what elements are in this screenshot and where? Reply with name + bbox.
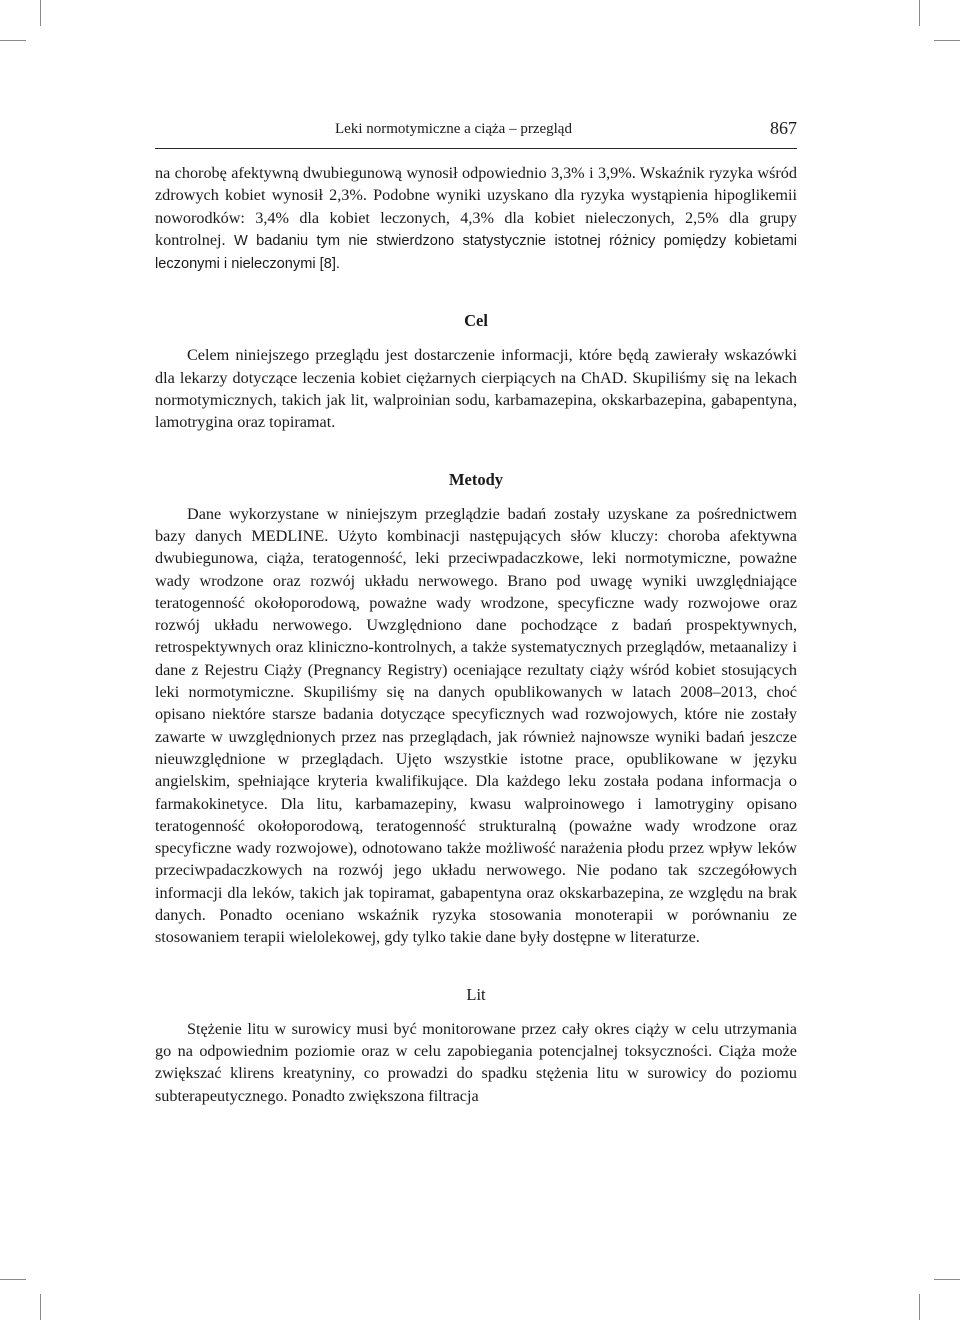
section-paragraph-metody: Dane wykorzystane w niniejszym przeglądzie badań zostały uzyskane za pośrednictwem bazy danych MEDLINE. Użyto kombinacji następujących słów kluczy: choroba afektywna dwubiegunowa, ciąża, teratogenność, leki przeciwpadaczkowe, leki normotymiczne, poważne wady wrodzone oraz rozwój układu nerwowego. Brano pod uwagę wyniki uwzględniające teratogenność okołoporodową, poważne wady wrodzone, specyficzne wady rozwojowe oraz rozwój układu nerwowego. Uwzględniono dane pochodzące z badań prospektywnych, retrospektywnych oraz kliniczno-kontrolnych, a także systematycznych przeglądów, metaanalizy i dane z Rejestru Ciąży (Pregnancy Registry) oceniające rezultaty ciąży wśród kobiet stosujących leki normotymiczne. Skupiliśmy się na danych opublikowanych w latach 2008–2013, choć opisano niektóre starsze badania dotyczące specyficznych wad rozwojowych, które nie zostały zawarte w uwzględnionych przez nas przeglądach, jak również najnowsze wyniki badań jeszcze nieuwzględnione w przeglądach. Ujęto wszystkie istotne prace, opublikowane w języku angielskim, spełniające kryteria kwalifikujące. Dla każdego leku została podana informacja o farmakokinetyce. Dla litu, karbamazepiny, kwasu walproinowego i lamotryginy opisano teratogenność okołoporodową, teratogenność strukturalną (poważne wady wrodzone oraz specyficzne wady rozwojowe), odnotowano także możliwość narażenia płodu przez wpływ leków przeciwpadaczkowych na rozwój jego układu nerwowego. Nie podano tak szczegółowych informacji dla leków, takich jak topiramat, gabapentyna oraz okskarbazepina, ze względu na brak danych. Ponadto oceniano wskaźnik ryzyka stosowania monoterapii w porównaniu ze stosowaniem terapii wielolekowej, gdy tylko takie dane były dostępne w literaturze. [155,504,797,947]
page-header [155,118,797,149]
page-number: 867 [770,118,797,138]
intro-text-b: W badaniu tym nie stwierdzono statystycznie istotnej różnicy pomiędzy kobietami leczonymi i nieleczonymi [8]. [155,232,798,273]
crop-mark-top-right-h [934,40,960,41]
crop-mark-top-left-h [0,40,26,41]
intro-paragraph [155,162,797,275]
crop-mark-bottom-right [919,1294,920,1320]
section-paragraph-cel: Celem niniejszego przeglądu jest dostarczenie informacji, które będą zawierały wskazówki dla lekarzy dotyczące leczenia kobiet ciężarnych cierpiących na ChAD. Skupiliśmy się na lekach normotymicznych, takich jak lit, walproinian sodu, karbamazepina, okskarbazepina, gabapentyna, lamotrygina oraz topiramat. [155,346,797,432]
section-paragraph-lit: Stężenie litu w surowicy musi być monitorowane przez cały okres ciąży w celu utrzymania go na odpowiednim poziomie oraz w celu zapobiegania potencjalnej toksyczności. Ciąża może zwiększać klirens kreatyniny, co prowadzi do spadku stężenia litu w surowicy do poziomu subterapeutycznego. Ponadto zwiększona filtracja [155,1019,797,1105]
crop-mark-top-left [40,0,41,26]
article-body [155,162,797,1107]
section-heading-metody: Metody [448,469,504,489]
running-title: Leki normotymiczne a ciąża – przegląd [335,121,572,137]
crop-mark-bottom-left [40,1294,41,1320]
section-heading-cel: Cel [464,311,488,331]
section-heading-lit: Lit [466,984,486,1004]
crop-mark-top-right [919,0,920,26]
crop-mark-bottom-right-h [934,1279,960,1280]
crop-mark-bottom-left-h [0,1279,26,1280]
intro-text-a: na chorobę afektywną dwubiegunową wynosił odpowiednio 3,3% i 3,9%. Wskaźnik ryzyka wśród zdrowych kobiet wynosił 2,3%. Podobne wyniki uzyskano dla ryzyka wystąpienia hipoglikemii noworodków: 3,4% dla kobiet leczonych, 4,3% dla kobiet nieleczonych, 2,5% dla grupy kontrolnej. [155,164,797,249]
